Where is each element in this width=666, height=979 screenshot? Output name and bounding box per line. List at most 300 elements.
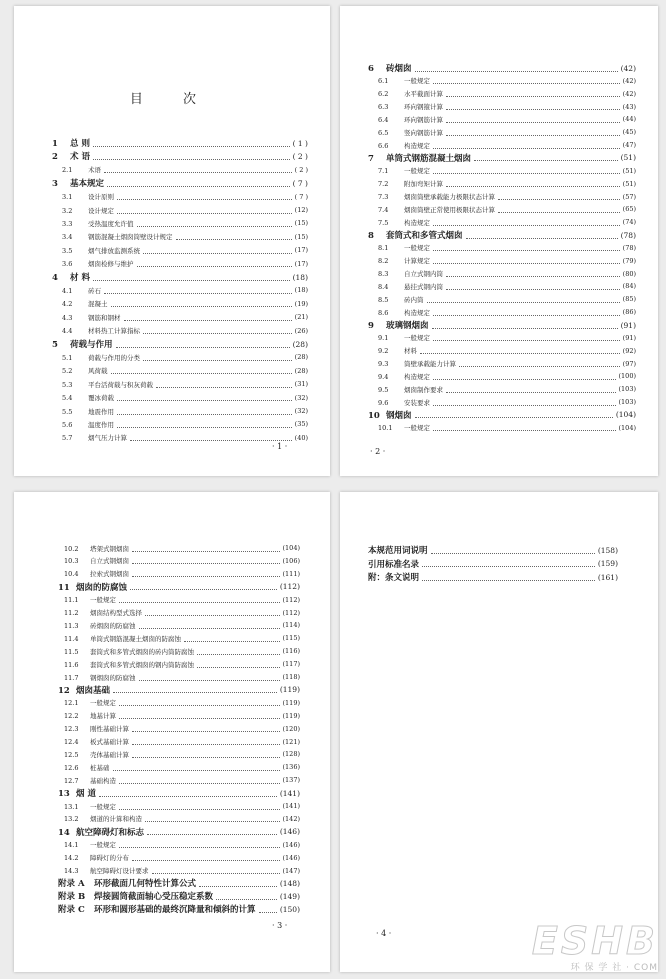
- toc-dot-leader: [433, 340, 620, 341]
- toc-entry-number: 8.3: [378, 270, 389, 279]
- toc-entry-label: 术 语: [70, 152, 90, 163]
- toc-entry-title: [378, 76, 430, 85]
- toc-entry-number: 10.1: [378, 424, 393, 433]
- toc-entry-title: [62, 165, 101, 174]
- toc-entry-label: 烟囱制作要求: [404, 385, 443, 394]
- toc-entry-title: [378, 128, 443, 137]
- toc-entry-page: (65): [622, 205, 636, 214]
- toc-entry: [64, 697, 300, 709]
- toc-entry-page: (146): [282, 840, 300, 849]
- toc-entry: [368, 571, 618, 583]
- toc-entry: [58, 684, 300, 696]
- toc-dot-leader: [433, 379, 616, 380]
- toc-entry: [378, 293, 636, 305]
- toc-entry-label: 砖烟囱: [386, 64, 412, 74]
- toc-entry-number: 5: [52, 340, 58, 350]
- toc-entry-label: 航空障碍灯和标志: [76, 827, 145, 838]
- toc-dot-leader: [130, 589, 277, 590]
- toc-dot-leader: [422, 580, 595, 581]
- toc-entry-title: [378, 166, 430, 175]
- toc-entry-title: [64, 569, 129, 578]
- toc-entry: [378, 255, 636, 267]
- toc-dot-leader: [113, 770, 280, 771]
- toc-entry-page: (42): [622, 76, 636, 85]
- toc-entry-label: 平台活荷载与积灰荷载: [88, 380, 153, 389]
- toc-entry-title: [64, 802, 116, 811]
- toc-entry-label: 砖内筒: [404, 295, 424, 304]
- toc-entry-page: (119): [282, 711, 300, 720]
- toc-entry: [62, 231, 308, 243]
- toc-entry: [64, 671, 300, 683]
- toc-entry-number: 9.1: [378, 334, 389, 343]
- toc-entry-label: 一般规定: [90, 699, 116, 708]
- toc-entry-title: [378, 179, 443, 188]
- toc-entry: [378, 370, 636, 382]
- toc-entry-title: [52, 150, 90, 162]
- toc-entry-page: (159): [597, 559, 618, 568]
- toc-entry-title: [62, 366, 108, 375]
- toc-entry-page: (92): [622, 346, 636, 355]
- toc-entry-page: (104): [618, 423, 636, 432]
- toc-dot-leader: [132, 757, 280, 758]
- toc-entry-number: 12.1: [64, 699, 79, 708]
- toc-dot-leader: [132, 551, 280, 552]
- toc-entry-title: [378, 192, 495, 201]
- toc-entry-page: (28): [292, 339, 308, 349]
- toc-entry: [64, 568, 300, 580]
- toc-dot-leader: [433, 225, 620, 226]
- toc-dot-leader: [433, 405, 616, 406]
- toc-entry-page: (106): [282, 556, 300, 565]
- toc-entry-page: (32): [294, 393, 308, 402]
- toc-dot-leader: [259, 912, 277, 913]
- toc-entry: [64, 710, 300, 722]
- toc-entry-title: [368, 229, 463, 241]
- toc-entry-title: [378, 359, 456, 368]
- toc-entry-label: 一般规定: [90, 841, 116, 850]
- toc-entry-title: [378, 115, 443, 124]
- toc-entry-page: (84): [622, 282, 636, 291]
- toc-entry-title: [52, 177, 104, 189]
- toc-entry-title: [62, 299, 108, 308]
- toc-entry-page: (104): [615, 410, 636, 420]
- toc-entry-title: [368, 152, 471, 164]
- toc-entry-number: 14: [58, 827, 70, 838]
- toc-entry-number: 12.4: [64, 738, 79, 746]
- toc-entry-number: 11.6: [64, 660, 79, 669]
- toc-entry-label: 材 料: [70, 273, 90, 283]
- toc-dot-leader: [119, 718, 280, 719]
- toc-entry-label: 筒壁承载能力计算: [404, 360, 456, 369]
- toc-entry-title: [64, 853, 129, 862]
- toc-entry-page: (147): [282, 866, 300, 875]
- toc-entry: [378, 280, 636, 292]
- toc-dot-leader: [433, 315, 620, 316]
- toc-page-1: [14, 6, 330, 476]
- toc-entry-page: (80): [622, 269, 636, 278]
- toc-entry: [62, 418, 308, 430]
- toc-dot-leader: [93, 159, 290, 160]
- toc-entry-label: 受热温度允许值: [88, 219, 134, 228]
- toc-entry-page: (142): [282, 814, 300, 823]
- toc-entry-number: 8.5: [378, 295, 389, 304]
- toc-entry-label: 板式基础计算: [90, 738, 129, 746]
- toc-entry: [378, 268, 636, 280]
- toc-entry-title: [62, 232, 173, 241]
- toc-entry-label: 安装要求: [404, 398, 430, 407]
- toc-entry: [62, 378, 308, 390]
- toc-entry: [64, 555, 300, 567]
- toc-entry-title: [64, 634, 181, 643]
- toc-entry: [378, 139, 636, 151]
- toc-entry: [58, 581, 300, 593]
- toc-entry: [64, 748, 300, 760]
- toc-entry-number: 附录 C: [58, 905, 85, 916]
- toc-dot-leader: [117, 427, 292, 428]
- toc-entry-number: 7.3: [378, 193, 389, 201]
- toc-entry-page: (146): [282, 853, 300, 862]
- toc-entry-page: (120): [282, 724, 300, 733]
- toc-entry-number: 10: [368, 410, 380, 421]
- toc-entry-title: [52, 271, 90, 283]
- toc-entry-number: 3.5: [62, 246, 73, 255]
- toc-entry-page: (137): [282, 776, 300, 785]
- toc-entry-label: 烟囱结构型式选择: [90, 609, 142, 617]
- toc-entry-number: 11.3: [64, 621, 79, 630]
- toc-entry: [64, 813, 300, 825]
- toc-entry-label: 烟囱筒壁承载能力极限状态计算: [404, 193, 495, 201]
- toc-entry-title: [64, 544, 129, 553]
- toc-entry-title: [368, 544, 428, 556]
- toc-entry-title: [62, 380, 153, 389]
- toc-dot-leader: [446, 135, 620, 136]
- toc-entry-label: 钢烟囱: [386, 410, 412, 421]
- toc-dot-leader: [119, 783, 280, 784]
- toc-entry: [62, 311, 308, 323]
- toc-dot-leader: [111, 306, 292, 307]
- toc-dot-leader: [139, 628, 280, 629]
- toc-entry-label: 温度作用: [88, 420, 114, 429]
- toc-entry-title: [64, 814, 142, 823]
- toc-entry-number: 7.5: [378, 218, 389, 227]
- toc-entry: [52, 338, 308, 350]
- toc-entry-number: 3.2: [62, 206, 73, 215]
- toc-entry-number: 6.5: [378, 128, 389, 137]
- toc-dot-leader: [107, 186, 290, 187]
- toc-entry: [368, 409, 636, 421]
- toc-entry-number: 8.6: [378, 308, 389, 317]
- toc-entry-page: ( 2 ): [292, 151, 308, 161]
- toc-entry-label: 总 则: [70, 139, 90, 149]
- toc-dot-leader: [446, 392, 616, 393]
- toc-entry-number: 10.4: [64, 570, 79, 579]
- toc-entry-label: 设计规定: [88, 206, 114, 215]
- toc-entry-title: [378, 269, 443, 278]
- toc-entry-label: 构造规定: [404, 218, 430, 227]
- toc-dot-leader: [137, 266, 292, 267]
- toc-entry: [58, 903, 300, 915]
- toc-entry-title: [378, 308, 430, 317]
- toc-entry-number: 4: [52, 273, 58, 283]
- toc-dot-leader: [143, 333, 292, 334]
- toc-entry-number: 7.2: [378, 180, 389, 189]
- toc-dot-leader: [427, 302, 620, 303]
- toc-entry: [378, 203, 636, 215]
- toc-page-4: [340, 492, 658, 972]
- toc-entry-title: [368, 558, 419, 570]
- toc-entry-label: 荷载与作用的分类: [88, 353, 140, 362]
- toc-entry: [62, 325, 308, 337]
- toc-entry-title: [64, 711, 116, 720]
- toc-dot-leader: [132, 563, 280, 564]
- toc-dot-leader: [216, 899, 277, 900]
- toc-entry-title: [58, 787, 96, 799]
- toc-entry: [64, 632, 300, 644]
- toc-entry: [64, 607, 300, 619]
- toc-entry-number: 9.4: [378, 372, 389, 381]
- toc-entry: [64, 542, 300, 554]
- toc-entry-label: 塔架式钢烟囱: [90, 544, 129, 553]
- toc-entry-page: (115): [282, 634, 300, 643]
- toc-entry-label: 烟气压力计算: [88, 434, 127, 443]
- toc-entry: [58, 787, 300, 799]
- toc-entry-title: [62, 313, 121, 322]
- toc-entry-label: 风荷载: [88, 367, 108, 376]
- toc-dot-leader: [145, 821, 280, 822]
- toc-entry-page: (28): [294, 353, 308, 362]
- toc-dot-leader: [119, 705, 280, 706]
- toc-entry: [64, 774, 300, 786]
- toc-entry-number: 14.3: [64, 867, 79, 875]
- toc-entry-number: 附录 B: [58, 892, 86, 903]
- toc-entry: [378, 358, 636, 370]
- toc-entry-title: [64, 724, 129, 733]
- toc-dot-leader: [93, 146, 290, 147]
- toc-entry-title: [378, 243, 430, 252]
- toc-entry-page: (78): [620, 230, 636, 240]
- toc-entry-title: [62, 286, 101, 295]
- toc-entry: [378, 383, 636, 395]
- toc-entry: [64, 839, 300, 851]
- toc-entry: [62, 298, 308, 310]
- toc-entry-title: [64, 595, 116, 604]
- toc-entry-number: 9.5: [378, 385, 389, 394]
- toc-entry: [368, 544, 618, 556]
- toc-entry: [64, 736, 300, 748]
- toc-entry-label: 附加弯矩计算: [404, 180, 443, 189]
- toc-entry-label: 材料: [404, 347, 417, 356]
- toc-entry-page: (149): [279, 891, 300, 901]
- toc-entry: [64, 865, 300, 877]
- toc-dot-leader: [446, 186, 620, 187]
- toc-entry-page: (31): [294, 380, 308, 389]
- toc-entry-label: 地震作用: [88, 407, 114, 416]
- toc-entry: [378, 165, 636, 177]
- toc-entry: [64, 852, 300, 864]
- toc-entry: [378, 75, 636, 87]
- toc-entry: [64, 658, 300, 670]
- toc-entry: [378, 178, 636, 190]
- toc-entry-number: 9: [368, 321, 374, 331]
- toc-entry-label: 计算规定: [404, 257, 430, 266]
- toc-entry: [62, 258, 308, 270]
- toc-entry-title: [62, 326, 140, 335]
- toc-dot-leader: [143, 360, 292, 361]
- toc-entry-label: 单筒式钢筋混凝土烟囱的防腐蚀: [90, 634, 181, 643]
- toc-entry-page: (112): [282, 595, 300, 604]
- toc-entry-label: 水平截面计算: [404, 90, 443, 99]
- toc-dot-leader: [119, 602, 280, 603]
- toc-dot-leader: [498, 212, 620, 213]
- toc-entry-title: [368, 571, 419, 583]
- toc-dot-leader: [459, 366, 620, 367]
- toc-entry: [62, 204, 308, 216]
- toc-dot-leader: [119, 847, 280, 848]
- toc-entry-label: 钢烟囱的防腐蚀: [90, 673, 136, 682]
- toc-entry-number: 5.1: [62, 353, 73, 362]
- toc-entry-number: 5.6: [62, 420, 73, 429]
- toc-entry-number: 10.2: [64, 544, 79, 553]
- toc-entry-page: (86): [622, 308, 636, 317]
- toc-entry-title: [52, 338, 113, 350]
- toc-entry-page: (128): [282, 750, 300, 759]
- toc-entry-title: [62, 353, 140, 362]
- toc-entry-label: 烟囱基础: [76, 685, 111, 696]
- toc-entry-label: 一般规定: [404, 334, 430, 343]
- toc-entry-number: 7.1: [378, 167, 389, 176]
- toc-entry-label: 环向钢箍计算: [404, 103, 443, 112]
- toc-dot-leader: [156, 387, 292, 388]
- toc-entry-page: ( 7 ): [294, 192, 308, 201]
- toc-entry-title: [64, 621, 136, 630]
- toc-entry-label: 一般规定: [404, 244, 430, 253]
- toc-entry-number: 11.4: [64, 634, 79, 643]
- toc-entry-page: (91): [620, 320, 636, 330]
- toc-dot-leader: [446, 96, 620, 97]
- toc-entry-label: 烟道的计算和构造: [90, 815, 142, 824]
- toc-entry-number: 2.1: [62, 166, 73, 175]
- toc-entry-title: [58, 890, 213, 902]
- toc-entry-number: 5.4: [62, 394, 73, 403]
- toc-entry-page: (17): [294, 259, 308, 268]
- page-folio: · 2 ·: [370, 447, 386, 456]
- toc-entry-title: [378, 205, 495, 214]
- toc-entry-label: 钢筋和钢材: [88, 313, 121, 322]
- toc-entry-label: 套筒式和多管式烟囱的钢内筒防腐蚀: [90, 660, 194, 669]
- toc-dot-leader: [415, 417, 613, 418]
- toc-entry-label: 竖向钢筋计算: [404, 128, 443, 137]
- toc-entry-label: 自立式钢烟囱: [90, 557, 129, 566]
- toc-entry-number: 8.1: [378, 244, 389, 253]
- toc-dot-leader: [176, 239, 292, 240]
- toc-entry: [368, 558, 618, 570]
- toc-entry-page: (17): [294, 246, 308, 255]
- toc-entry: [58, 877, 300, 889]
- toc-entry-title: [62, 393, 114, 402]
- toc-entry-title: [62, 407, 114, 416]
- toc-page-3: [14, 492, 330, 972]
- toc-entry-title: [378, 295, 424, 304]
- toc-entry-title: [64, 776, 116, 785]
- toc-dot-leader: [152, 873, 280, 874]
- toc-entry-title: [62, 192, 114, 201]
- toc-entry-title: [62, 246, 140, 255]
- toc-entry-page: ( 2 ): [294, 165, 308, 174]
- toc-dot-leader: [446, 289, 620, 290]
- toc-entry-title: [62, 206, 114, 215]
- toc-entry-title: [52, 137, 90, 149]
- toc-dot-leader: [433, 430, 616, 431]
- toc-entry-number: 9.3: [378, 360, 389, 369]
- toc-entry-title: [64, 647, 194, 656]
- toc-entry-title: [378, 89, 443, 98]
- toc-dot-leader: [199, 886, 277, 887]
- toc-entry: [378, 345, 636, 357]
- toc-entry: [368, 62, 636, 74]
- toc-dot-leader: [99, 796, 277, 797]
- toc-entry-number: 7: [368, 153, 374, 164]
- toc-entry: [62, 191, 308, 203]
- page-folio: · 3 ·: [272, 921, 288, 930]
- toc-entry-title: [64, 608, 142, 617]
- toc-dot-leader: [143, 253, 292, 254]
- toc-entry-title: [64, 737, 129, 746]
- toc-entry-page: (136): [282, 763, 300, 772]
- toc-entry-number: 12.2: [64, 712, 79, 721]
- toc-dot-leader: [197, 654, 280, 655]
- toc-dot-leader: [474, 160, 618, 161]
- toc-entry-number: 5.7: [62, 434, 73, 443]
- toc-entry: [64, 800, 300, 812]
- toc-entry-number: 8.4: [378, 282, 389, 291]
- toc-entry-page: (15): [294, 219, 308, 228]
- toc-entry-page: (117): [282, 660, 300, 669]
- toc-entry-page: ( 1 ): [292, 138, 308, 148]
- toc-dot-leader: [446, 122, 620, 123]
- toc-entry-number: 4.4: [62, 327, 73, 336]
- toc-entry-label: 钢筋混凝土烟囱筒壁设计规定: [88, 233, 173, 242]
- toc-entry-page: (146): [279, 827, 300, 837]
- toc-entry-label: 设计原则: [88, 193, 114, 202]
- toc-entry-page: (15): [294, 232, 308, 241]
- watermark-subtitle: 环 保 学 社 · COM: [570, 963, 658, 973]
- toc-entry: [64, 723, 300, 735]
- toc-entry-title: [64, 673, 136, 682]
- toc-entry-label: 刚性基础计算: [90, 725, 129, 734]
- toc-entry-number: 6.3: [378, 103, 389, 112]
- toc-entry-number: 6.6: [378, 141, 389, 150]
- toc-entry-number: 6.2: [378, 90, 389, 99]
- toc-entry-page: (18): [294, 286, 308, 295]
- toc-dot-leader: [415, 71, 618, 72]
- toc-entry-label: 构造规定: [404, 372, 430, 381]
- toc-entry-title: [64, 698, 116, 707]
- toc-entry-page: (150): [279, 904, 300, 914]
- toc-entry-number: 12.6: [64, 763, 79, 772]
- toc-entry-number: 3.6: [62, 260, 73, 269]
- toc-entry-page: (51): [622, 179, 636, 188]
- toc-dot-leader: [422, 566, 595, 567]
- toc-entry-page: (104): [282, 544, 300, 552]
- toc-entry-page: (119): [282, 698, 300, 707]
- toc-entry-page: (74): [622, 218, 636, 227]
- toc-dot-leader: [117, 400, 292, 401]
- page-title: 目 次: [129, 92, 215, 107]
- toc-entry-label: 障碍灯的分布: [90, 854, 129, 863]
- toc-entry-label: 一般规定: [90, 596, 116, 605]
- toc-entry-label: 附：条文说明: [368, 573, 420, 583]
- toc-entry-title: [368, 409, 412, 421]
